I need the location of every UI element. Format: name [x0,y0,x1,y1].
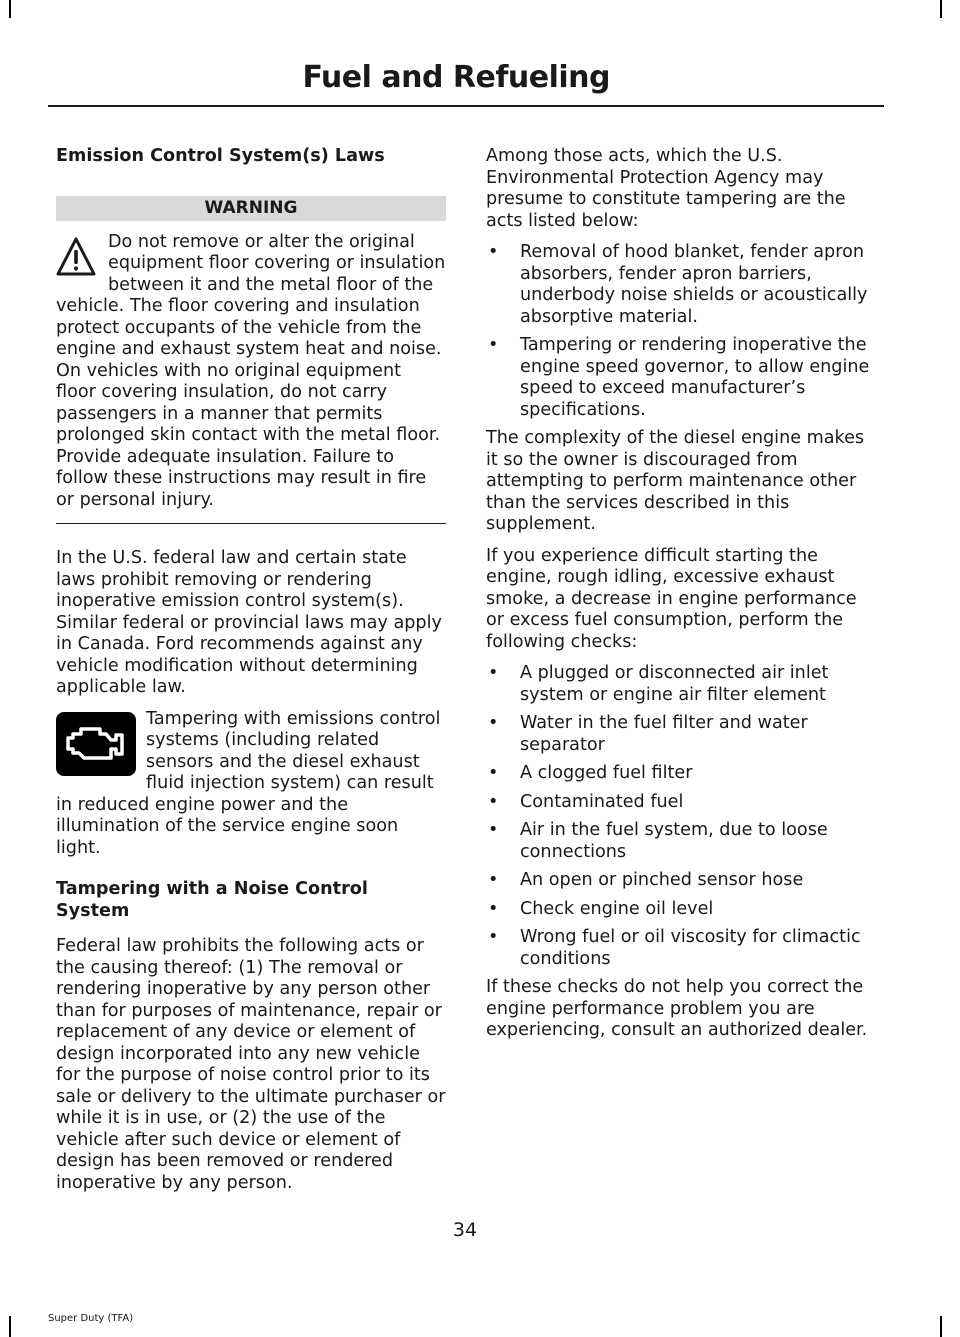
list-item: • Air in the fuel system, due to loose connections [486,820,880,863]
warning-triangle-icon [56,236,96,282]
paragraph: The complexity of the diesel engine makes it so the owner is discouraged from attempting to perform maintenance other than the services described in this supplement. [486,428,865,534]
checks-list [486,663,880,970]
paragraph: If these checks do not help you correct the engine performance problem you are experiencing, consult an authorized dealer. [486,977,868,1040]
list-item: • A plugged or disconnected air inlet system or engine air filter element [486,663,880,706]
list-item: • Water in the fuel filter and water separator [486,713,880,756]
crop-mark [9,1316,11,1337]
warning-text: Do not remove or alter the original equipment floor covering or insulation between it and the metal floor of the vehicle. The floor covering and insulation protect occupants of the vehicle from the engine and exhaust system heat and noise. On vehicles with no original equipment floor covering insulation, do not carry passengers in a manner that permits prolonged skin contact with the metal floor. Provide adequate insulation. Failure to follow these instructions may result in fire or personal injury. [56,231,446,510]
list-item: • Tampering or rendering inoperative the engine speed governor, to allow engine speed to exceed manufacturer’s specifications. [486,335,880,421]
paragraph: Tampering with emissions control systems (including related sensors and the diesel exhaust fluid injection system) can result in reduced engine power and the illumination of the service engine soon light. [56,708,441,858]
section-heading: Tampering with a Noise Control System [56,879,368,921]
list-item: • Removal of hood blanket, fender apron absorbers, fender apron barriers, underbody noise shields or acoustically absorptive material. [486,242,880,328]
crop-mark [940,0,942,18]
list-item: • A clogged fuel filter [486,763,880,785]
acts-list [486,242,880,421]
section-heading: Emission Control System(s) Laws [56,146,385,166]
check-engine-icon [56,712,136,776]
list-item: • An open or pinched sensor hose [486,870,880,892]
warning-box [56,232,446,525]
paragraph: If you experience difficult starting the engine, rough idling, excessive exhaust smoke, a decrease in engine performance or excess fuel consumption, perform the following checks: [486,545,857,652]
header-divider [48,105,884,107]
warning-label: WARNING [56,196,446,221]
left-column [56,146,446,1194]
list-item: • Check engine oil level [486,899,880,921]
page-title: Fuel and Refueling [302,60,610,95]
footer-label: Super Duty (TFA) [48,1313,134,1324]
engine-light-note [56,709,446,860]
page-number: 34 [452,1219,478,1241]
crop-mark [940,1316,942,1337]
list-item: • Contaminated fuel [486,792,880,814]
paragraph: Among those acts, which the U.S. Environmental Protection Agency may presume to constitute tampering are the acts listed below: [486,146,846,231]
crop-mark [9,0,11,18]
paragraph: In the U.S. federal law and certain state laws prohibit removing or rendering inoperative emission control system(s). Similar federal or provincial laws may apply in Canada. Ford recommends against any vehicle modification without determining applicable law. [56,548,442,697]
paragraph: Federal law prohibits the following acts or the causing thereof: (1) The removal or rendering inoperative by any person other than for purposes of maintenance, repair or replacement of any device or element of design incorporated into any new vehicle for the purpose of noise control prior to its sale or delivery to the ultimate purchaser or while it is in use, or (2) the use of the vehicle after such device or element of design has been removed or rendered inoperative by any person. [56,936,446,1193]
list-item: • Wrong fuel or oil viscosity for climactic conditions [486,927,880,970]
right-column [486,146,880,1042]
